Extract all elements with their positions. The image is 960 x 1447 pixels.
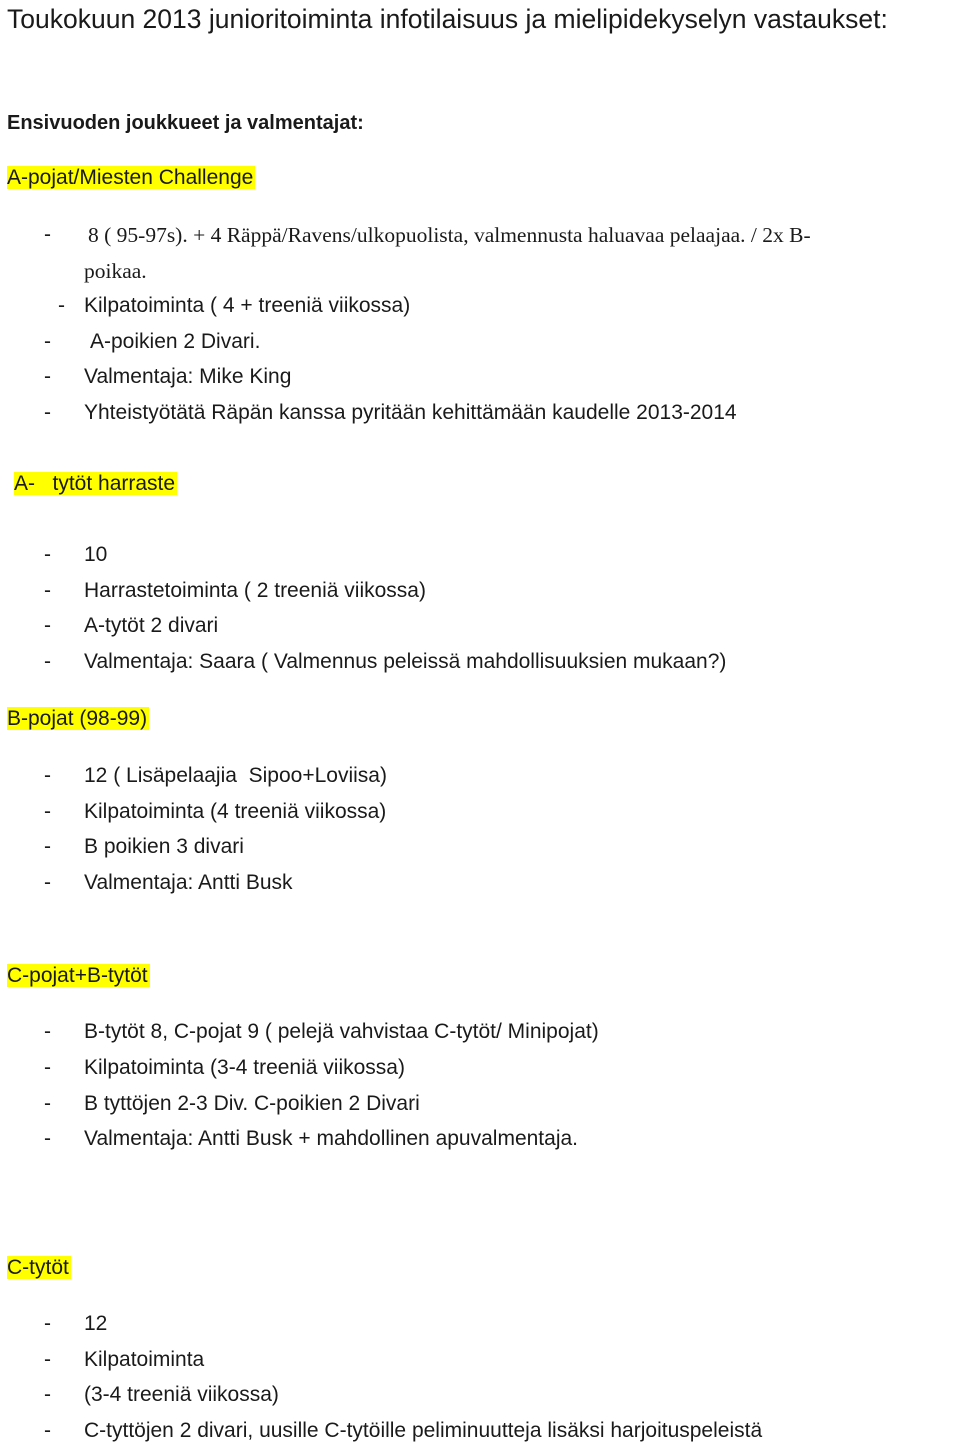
bullet: -	[44, 614, 51, 637]
list-item	[0, 797, 960, 827]
list-item-text: 12 ( Lisäpelaajia Sipoo+Loviisa)	[84, 764, 387, 787]
list-item-text: Kilpatoiminta	[84, 1348, 205, 1371]
bullet: -	[44, 871, 51, 894]
list-item-text: B-tytöt 8, C-pojat 9 ( pelejä vahvistaa C-tytöt/ Minipojat)	[84, 1020, 599, 1043]
list-item-text: Valmentaja: Saara ( Valmennus peleissä mahdollisuuksien mukaan?)	[84, 650, 727, 673]
list-item-text: B poikien 3 divari	[84, 835, 244, 858]
list-item	[0, 220, 960, 250]
list-item-continuation: poikaa.	[84, 259, 147, 283]
list-item	[0, 1017, 960, 1047]
bullet: -	[44, 1092, 51, 1115]
list-item	[0, 362, 960, 392]
list-item-text: A-tytöt 2 divari	[84, 614, 219, 637]
bullet: -	[44, 650, 51, 673]
section-heading-a-tytot	[14, 468, 177, 500]
document-title: Toukokuun 2013 junioritoiminta infotilaisuus ja mielipidekyselyn vastaukset:	[7, 4, 888, 34]
list-item	[0, 398, 960, 428]
bullet: -	[44, 764, 51, 787]
bullet: -	[44, 1056, 51, 1079]
section-heading-c-tytot	[7, 1252, 71, 1284]
section-heading-b-pojat	[7, 703, 149, 735]
list-item	[0, 868, 960, 898]
list-item-text: Valmentaja: Antti Busk	[84, 871, 293, 894]
list-item-text: A-poikien 2 Divari.	[90, 330, 261, 353]
list-item-text: C-tyttöjen 2 divari, uusille C-tytöille peliminuutteja lisäksi harjoituspeleistä	[84, 1419, 763, 1442]
document-subheading: Ensivuoden joukkueet ja valmentajat:	[7, 112, 364, 134]
bullet: -	[44, 1127, 51, 1150]
list-item-text: 10	[84, 543, 108, 566]
list-item	[0, 832, 960, 862]
bullet: -	[44, 543, 51, 566]
list-item	[0, 1124, 960, 1154]
bullet: -	[44, 1348, 51, 1371]
section-heading-c-pojat-b-tytot	[7, 960, 150, 992]
bullet: -	[44, 1020, 51, 1043]
list-item-text: 12	[84, 1312, 108, 1335]
bullet: -	[44, 223, 51, 246]
list-item	[0, 1345, 960, 1375]
bullet: -	[44, 1312, 51, 1335]
list-item	[0, 576, 960, 606]
list-item-text: Kilpatoiminta (3-4 treeniä viikossa)	[84, 1056, 405, 1079]
section-heading-a-pojat	[7, 162, 255, 194]
list-item	[0, 761, 960, 791]
bullet: -	[44, 401, 51, 424]
bullet: -	[44, 800, 51, 823]
list-item	[0, 1053, 960, 1083]
list-item-text: Kilpatoiminta ( 4 + treeniä viikossa)	[84, 294, 411, 317]
list-item-text: Kilpatoiminta (4 treeniä viikossa)	[84, 800, 387, 823]
list-item-text: Harrastetoiminta ( 2 treeniä viikossa)	[84, 579, 426, 602]
list-item	[0, 1089, 960, 1119]
section-heading-text: A- tytöt harraste	[14, 472, 176, 495]
list-item	[0, 1309, 960, 1339]
list-item	[0, 647, 960, 677]
list-item	[0, 1416, 960, 1446]
list-item	[0, 1380, 960, 1410]
list-item-text: Valmentaja: Mike King	[84, 365, 292, 388]
list-item	[0, 611, 960, 641]
bullet: -	[44, 1383, 51, 1406]
bullet: -	[44, 835, 51, 858]
list-item	[0, 327, 960, 357]
section-heading-text: C-pojat+B-tytöt	[7, 964, 148, 987]
list-item-text: Yhteistyötätä Räpän kanssa pyritään kehittämään kaudelle 2013-2014	[84, 401, 737, 424]
bullet: -	[44, 330, 51, 353]
bullet: -	[58, 294, 65, 317]
section-heading-text: A-pojat/Miesten Challenge	[7, 166, 254, 189]
list-item-text: Valmentaja: Antti Busk + mahdollinen apuvalmentaja.	[84, 1127, 578, 1150]
section-heading-text: C-tytöt	[7, 1256, 69, 1279]
bullet: -	[44, 365, 51, 388]
section-heading-text: B-pojat (98-99)	[7, 707, 148, 730]
list-item	[0, 540, 960, 570]
list-item	[0, 291, 960, 321]
bullet: -	[44, 579, 51, 602]
list-item-text: (3-4 treeniä viikossa)	[84, 1383, 279, 1406]
bullet: -	[44, 1419, 51, 1442]
list-item-text: B tyttöjen 2-3 Div. C-poikien 2 Divari	[84, 1092, 420, 1115]
list-item-text: 8 ( 95-97s). + 4 Räppä/Ravens/ulkopuolista, valmennusta haluavaa pelaajaa. / 2x B-	[88, 223, 811, 247]
